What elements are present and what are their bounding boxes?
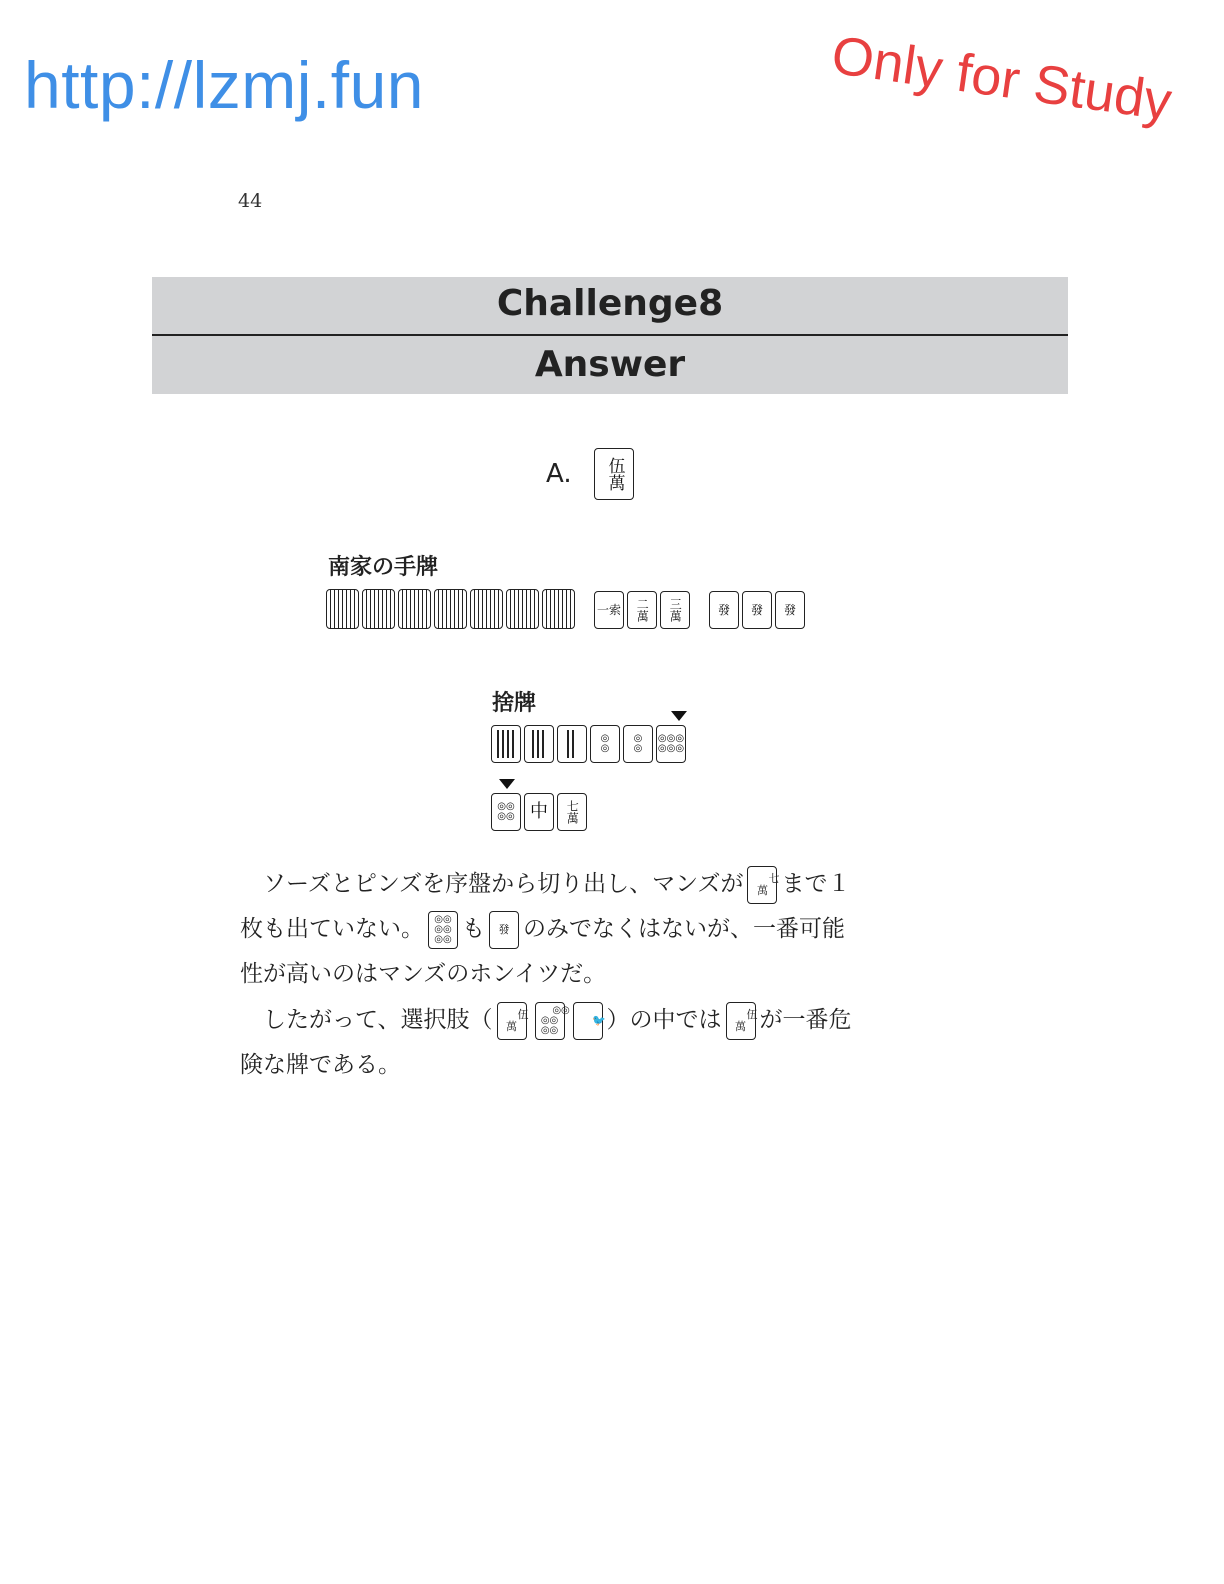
tile-4-pin-icon: ◎◎ ◎◎ [491,793,521,831]
hand-tiles [326,589,808,629]
header-band [152,277,1068,394]
tile-5-man-icon: 伍萬 [497,1002,527,1040]
tile-3-man-icon: 三萬 [660,591,690,629]
tile-2-man-icon: 二萬 [627,591,657,629]
tile-6-sou-icon [524,725,554,763]
tile-back-icon [506,589,539,629]
tile-hatsu-icon: 發 [775,591,805,629]
explanation-paragraph-1: ソーズとピンズを序盤から切り出し、マンズが 七萬 まで１ 枚も出ていない。 ◎◎ ◎◎ ◎◎ も 發 のみでなくはないが、一番可能 性が高いのはマンズのホンイツだ。 [240,862,948,997]
watermark-url: http://lzmj.fun [24,48,424,122]
tile-8-pin-icon: ◎◎ ◎◎ ◎◎ [535,1002,565,1040]
tile-back-icon [398,589,431,629]
page-subtitle: Answer [534,344,686,385]
page-title: Challenge8 [496,283,724,324]
tile-back-icon [326,589,359,629]
tile-back-icon [542,589,575,629]
riichi-marker-icon [671,711,687,721]
tile-4-sou-icon [557,725,587,763]
hand-label: 南家の手牌 [328,555,439,580]
discards-label: 捨牌 [492,691,537,716]
tile-7-man-icon: 七萬 [557,793,587,831]
tile-1-sou-icon: 一索 [594,591,624,629]
answer-label: A. [546,459,572,489]
header-divider [152,334,1068,336]
tile-2-pin-icon: ◎ ◎ [623,725,653,763]
discards-row-2 [491,793,590,831]
tile-back-icon [434,589,467,629]
explanation-paragraph-2: したがって、選択肢（ 伍萬 ◎◎ ◎◎ ◎◎ 🐦）の中では 伍萬 が一番危 険な牌である。 [240,998,948,1088]
tile-6-pin-icon: ◎◎◎ ◎◎◎ [656,725,686,763]
tile-hatsu-icon: 發 [489,911,519,949]
tile-8-pin-icon: ◎◎ ◎◎ ◎◎ [428,911,458,949]
tile-hatsu-icon: 發 [742,591,772,629]
tile-1-sou-icon: 🐦 [573,1002,603,1040]
tile-hatsu-icon: 發 [709,591,739,629]
tile-chun-icon: 中 [524,793,554,831]
tile-8-sou-icon [491,725,521,763]
tile-2-pin-icon: ◎ ◎ [590,725,620,763]
discards-row-1 [491,725,689,763]
answer-tile-icon: 伍萬 [594,448,634,500]
riichi-marker-icon [499,779,515,789]
watermark-study-notice: Only for Study [828,25,1176,133]
tile-back-icon [470,589,503,629]
answer-line [546,446,637,502]
tile-back-icon [362,589,395,629]
page-number: 44 [238,190,263,212]
tile-7-man-icon: 七萬 [747,866,777,904]
tile-5-man-icon: 伍萬 [726,1002,756,1040]
